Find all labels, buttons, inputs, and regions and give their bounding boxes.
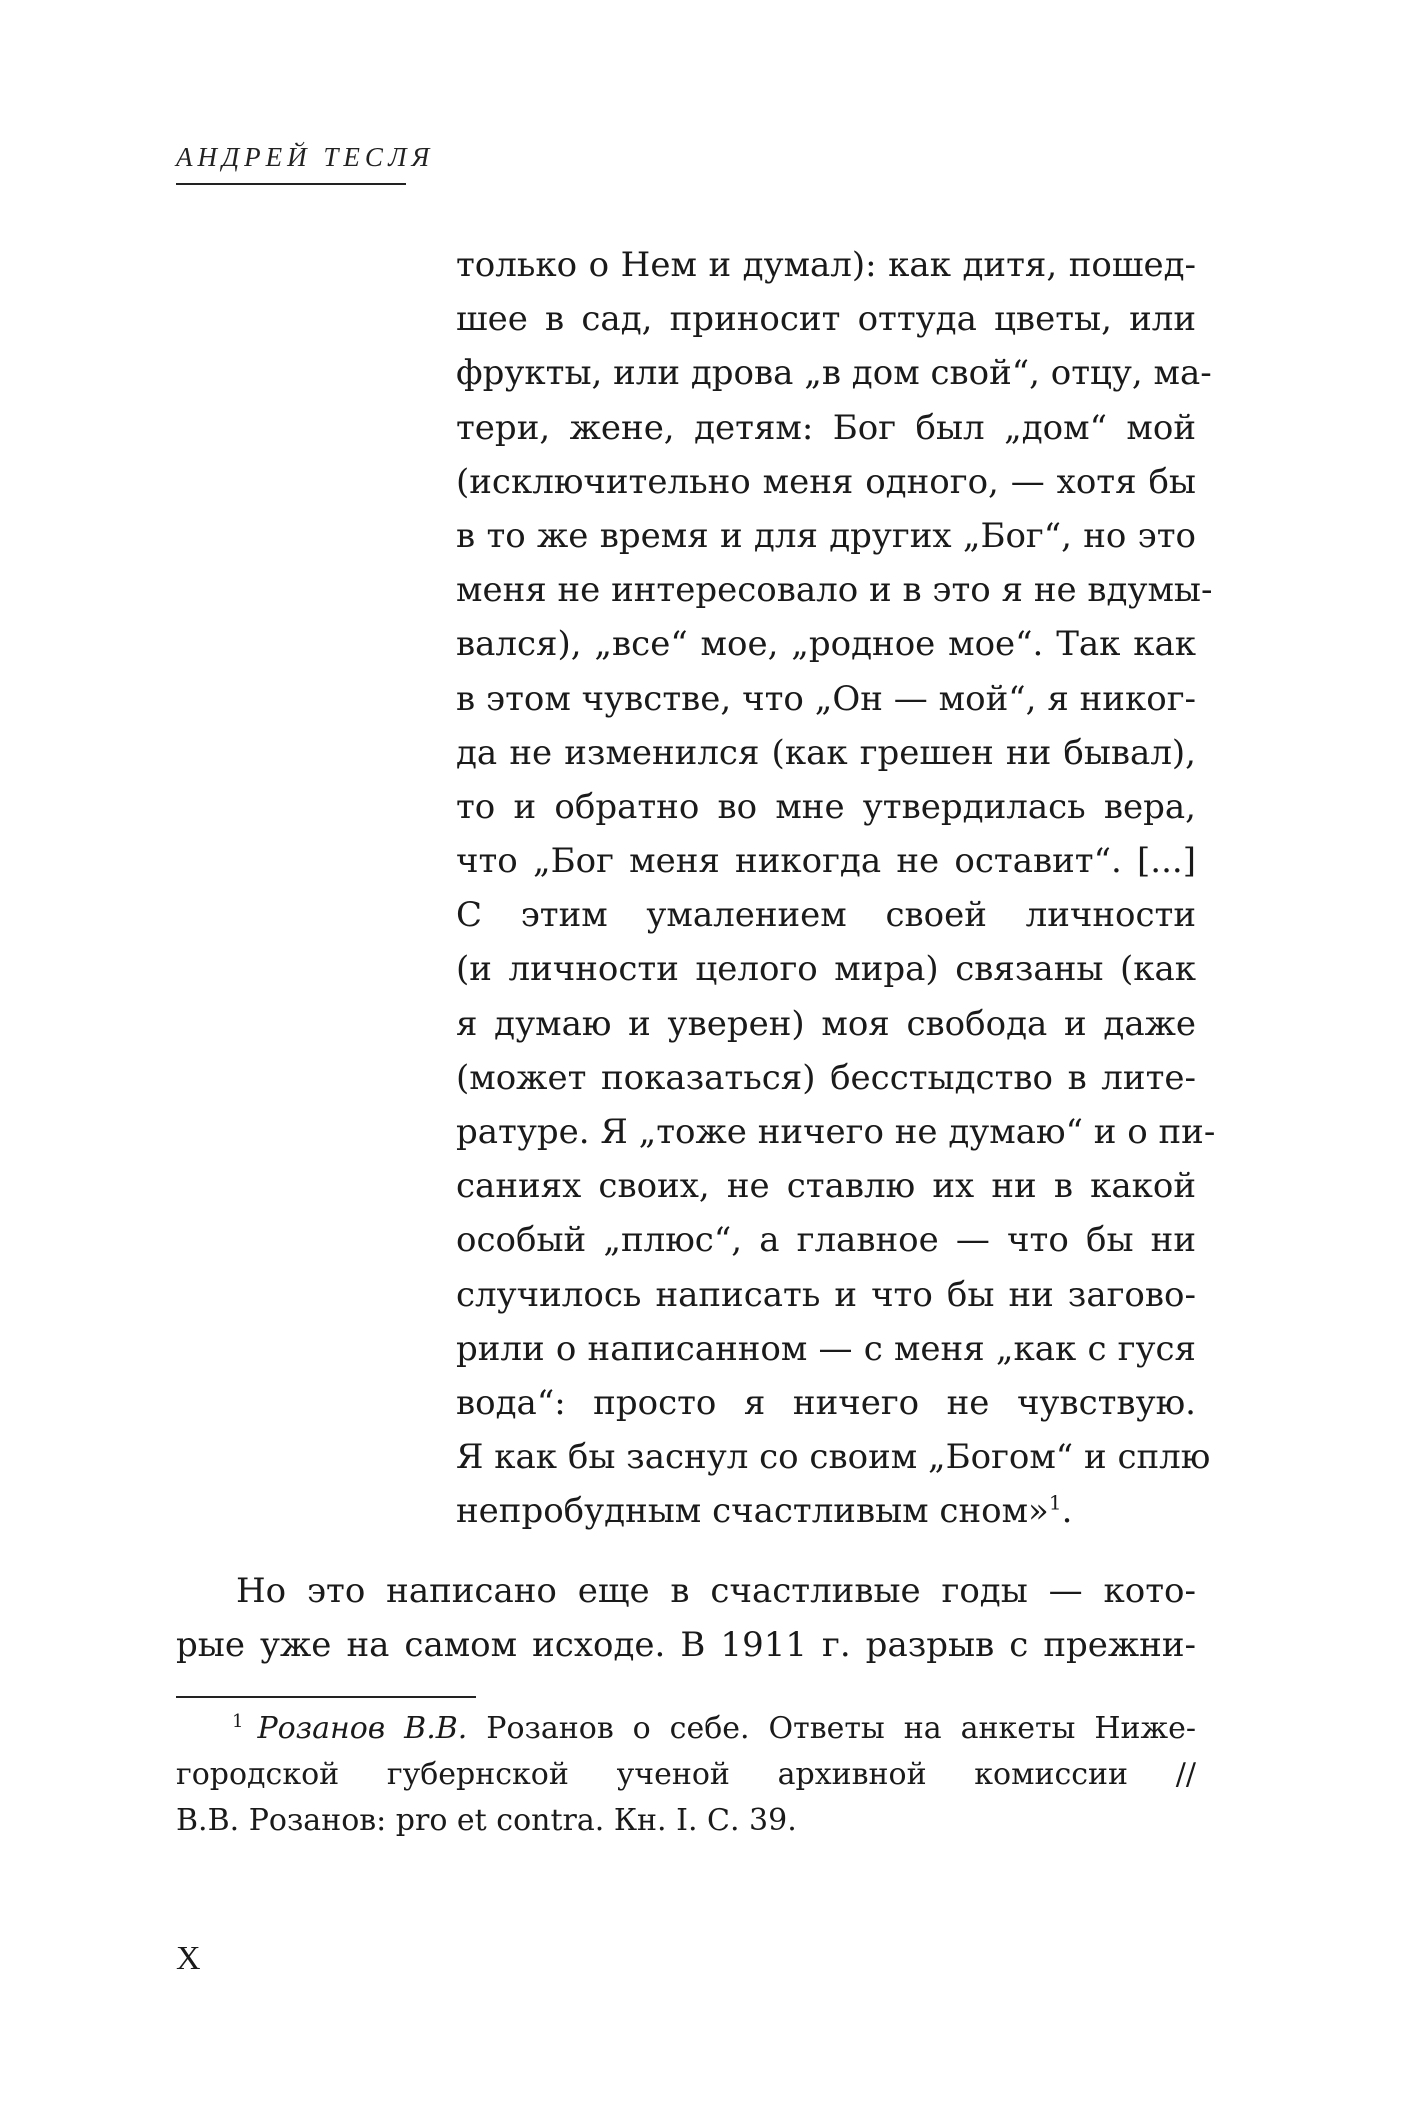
footnote-line: В.В. Розанов: pro et contra. Кн. I. С. 39. — [176, 1803, 797, 1838]
body-paragraph — [176, 1564, 1196, 1672]
quote-last-line — [456, 1484, 1196, 1538]
quote-line: меня не интересовало и в это я не вдумы- — [456, 570, 1213, 611]
block-quote — [456, 238, 1216, 1539]
body-line: Но это написано еще в счастливые годы — кото- — [236, 1571, 1196, 1611]
quote-line: я думаю и уверен) моя свобода и даже — [456, 1003, 1196, 1044]
footnote-rule — [176, 1696, 476, 1698]
quote-line: вода“: просто я ничего не чувствую. — [456, 1382, 1196, 1423]
footnote-number: 1 — [232, 1711, 244, 1732]
quote-line: саниях своих, не ставлю их ни в какой — [456, 1166, 1196, 1207]
footnote-line — [176, 1706, 1196, 1752]
footnote-reference[interactable]: 1 — [1048, 1490, 1062, 1515]
quote-line: Я как бы заснул со своим „Богом“ и сплю — [456, 1437, 1211, 1478]
quote-line: рили о написанном — с меня „как с гуся — [456, 1328, 1196, 1369]
quote-line: да не изменился (как грешен ни бывал), — [456, 732, 1196, 773]
quote-line: С этим умалением своей личности — [456, 895, 1196, 936]
body-line: рые уже на самом исходе. В 1911 г. разрыв с прежни- — [176, 1625, 1196, 1665]
quote-line: тери, жене, детям: Бог был „дом“ мой — [456, 407, 1196, 448]
running-head-rule — [176, 183, 406, 185]
footnote-author: Розанов В.В. — [257, 1711, 468, 1746]
quote-line: что „Бог меня никогда не оставит“. [...] — [456, 841, 1196, 882]
quote-line: (и личности целого мира) связаны (как — [456, 949, 1196, 990]
quote-line: (может показаться) бесстыдство в лите- — [456, 1057, 1196, 1098]
running-head: АНДРЕЙ ТЕСЛЯ — [176, 142, 435, 172]
footnote-line1-text: Розанов о себе. Ответы на анкеты Ниже- — [467, 1711, 1197, 1746]
quote-last-line-text: непробудным счастливым сном» — [456, 1491, 1049, 1532]
quote-line: случилось написать и что бы ни загово- — [456, 1274, 1196, 1315]
quote-line: (исключительно меня одного, — хотя бы — [456, 461, 1196, 502]
quote-line: особый „плюс“, а главное — что бы ни — [456, 1220, 1196, 1261]
quote-line: в этом чувстве, что „Он — мой“, я никог- — [456, 678, 1196, 719]
footnote-line: городской губернской ученой архивной комиссии // — [176, 1757, 1196, 1792]
quote-line: только о Нем и думал): как дитя, пошед- — [456, 245, 1196, 285]
quote-line: вался), „все“ мое, „родное мое“. Так как — [456, 624, 1196, 665]
quote-line: то и обратно во мне утвердилась вера, — [456, 786, 1196, 827]
page-number: X — [176, 1940, 201, 1977]
quote-line: ратуре. Я „тоже ничего не думаю“ и о пи- — [456, 1112, 1216, 1152]
quote-line: в то же время и для других „Бог“, но это — [456, 515, 1196, 556]
footnote — [176, 1706, 1196, 1844]
quote-last-line-end: . — [1061, 1491, 1073, 1532]
quote-line: шее в сад, приносит оттуда цветы, или — [456, 299, 1196, 340]
quote-line: фрукты, или дрова „в дом свой“, отцу, ма- — [456, 353, 1212, 394]
